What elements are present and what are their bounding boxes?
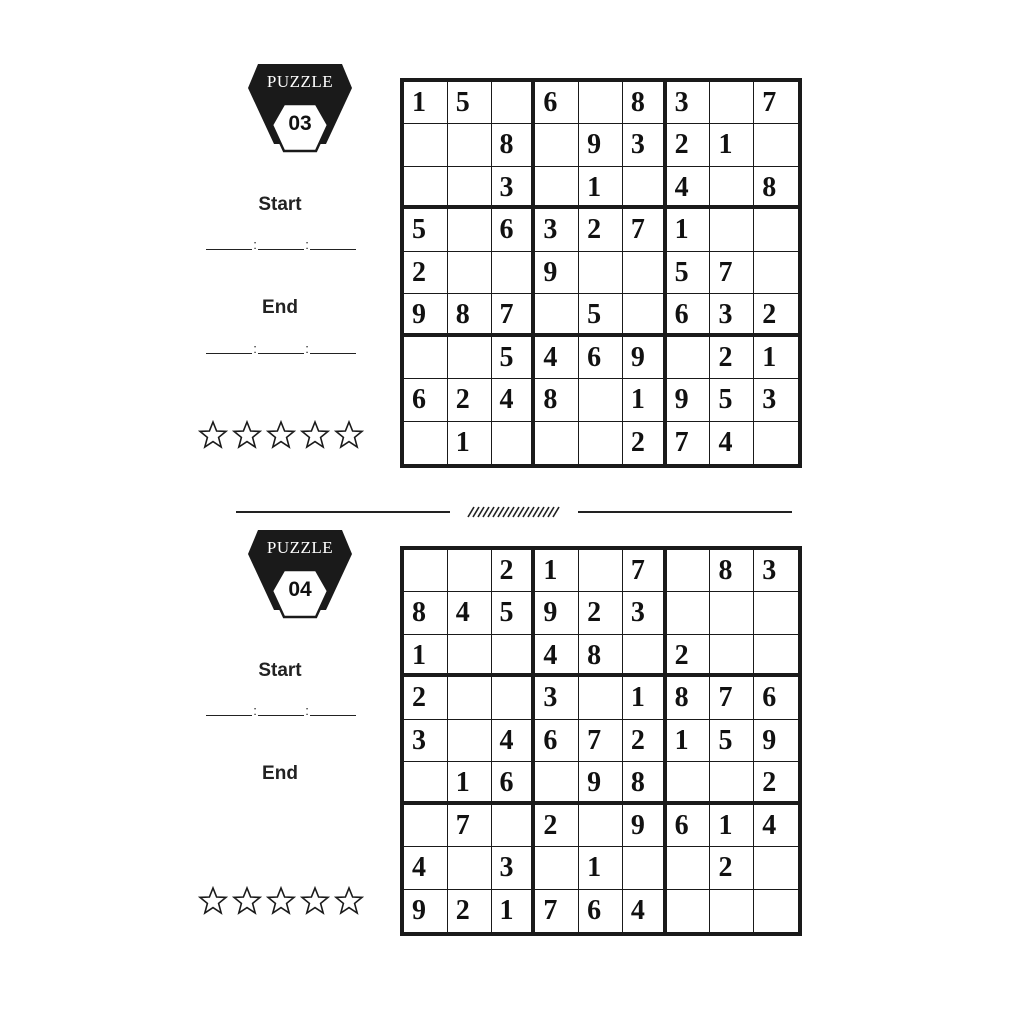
sudoku-cell[interactable]: 4	[710, 422, 754, 464]
star-outline-icon[interactable]	[232, 886, 262, 916]
sudoku-cell[interactable]	[754, 209, 798, 251]
sudoku-cell[interactable]	[754, 124, 798, 166]
sudoku-cell[interactable]: 6	[492, 762, 536, 804]
hatched-divider-icon	[466, 505, 562, 519]
sudoku-cell[interactable]: 8	[667, 677, 711, 719]
sudoku-cell[interactable]: 5	[448, 82, 492, 124]
sudoku-cell[interactable]: 2	[448, 890, 492, 932]
sudoku-cell[interactable]: 7	[492, 294, 536, 336]
sudoku-cell[interactable]: 6	[667, 294, 711, 336]
sudoku-cell[interactable]	[667, 847, 711, 889]
sudoku-cell[interactable]	[754, 592, 798, 634]
sudoku-cell[interactable]	[579, 82, 623, 124]
sudoku-cell[interactable]	[448, 550, 492, 592]
time-colon: :	[253, 703, 257, 718]
sudoku-cell[interactable]: 8	[492, 124, 536, 166]
sudoku-cell[interactable]: 8	[754, 167, 798, 209]
sudoku-cell[interactable]: 1	[535, 550, 579, 592]
sudoku-cell[interactable]	[404, 805, 448, 847]
sudoku-cell[interactable]: 9	[535, 252, 579, 294]
sudoku-cell[interactable]: 3	[754, 550, 798, 592]
puzzle-number: 04	[288, 578, 312, 601]
sudoku-cell[interactable]: 8	[710, 550, 754, 592]
sudoku-cell[interactable]: 9	[579, 124, 623, 166]
sudoku-cell[interactable]	[535, 847, 579, 889]
sudoku-cell[interactable]: 9	[404, 890, 448, 932]
end-time-field[interactable]	[206, 334, 356, 354]
sudoku-cell[interactable]: 3	[623, 592, 667, 634]
sudoku-cell[interactable]: 4	[492, 379, 536, 421]
sudoku-cell[interactable]: 4	[535, 635, 579, 677]
sudoku-cell[interactable]: 3	[535, 209, 579, 251]
sudoku-cell[interactable]: 3	[667, 82, 711, 124]
time-hours-blank[interactable]	[206, 353, 252, 354]
sudoku-cell[interactable]: 3	[710, 294, 754, 336]
sudoku-cell[interactable]	[710, 167, 754, 209]
sudoku-cell[interactable]: 2	[404, 677, 448, 719]
time-colon: :	[253, 341, 257, 356]
time-colon: :	[305, 341, 309, 356]
sudoku-cell[interactable]: 1	[404, 635, 448, 677]
sudoku-cell[interactable]: 6	[579, 337, 623, 379]
badge-label: PUZZLE	[266, 538, 334, 557]
sudoku-cell[interactable]: 8	[623, 82, 667, 124]
end-label: End	[262, 297, 298, 318]
sudoku-cell[interactable]: 7	[448, 805, 492, 847]
sudoku-cell[interactable]: 2	[623, 422, 667, 464]
sudoku-cell[interactable]	[579, 252, 623, 294]
sudoku-cell[interactable]: 1	[623, 677, 667, 719]
sudoku-cell[interactable]	[492, 252, 536, 294]
sudoku-cell[interactable]: 7	[710, 677, 754, 719]
difficulty-rating	[198, 420, 366, 450]
sudoku-cell[interactable]: 5	[492, 337, 536, 379]
puzzle-badge	[246, 528, 354, 622]
star-outline-icon[interactable]	[232, 420, 262, 450]
time-colon: :	[305, 703, 309, 718]
sudoku-cell[interactable]: 1	[492, 890, 536, 932]
sudoku-cell[interactable]	[623, 294, 667, 336]
sudoku-cell[interactable]	[448, 209, 492, 251]
sudoku-cell[interactable]: 8	[579, 635, 623, 677]
difficulty-rating	[198, 886, 366, 916]
sudoku-cell[interactable]: 8	[535, 379, 579, 421]
star-outline-icon[interactable]	[300, 420, 330, 450]
sudoku-cell[interactable]	[404, 124, 448, 166]
time-seconds-blank[interactable]	[310, 353, 356, 354]
sudoku-cell[interactable]: 2	[404, 252, 448, 294]
star-outline-icon[interactable]	[300, 886, 330, 916]
sudoku-cell[interactable]: 3	[535, 677, 579, 719]
puzzle-badge	[246, 62, 354, 156]
sudoku-cell[interactable]: 9	[754, 720, 798, 762]
sudoku-cell[interactable]	[404, 550, 448, 592]
time-hours-blank[interactable]	[206, 249, 252, 250]
sudoku-cell[interactable]: 4	[754, 805, 798, 847]
sudoku-cell[interactable]	[623, 847, 667, 889]
sudoku-cell[interactable]: 2	[623, 720, 667, 762]
sudoku-cell[interactable]: 1	[623, 379, 667, 421]
badge-label: PUZZLE	[266, 72, 334, 91]
sudoku-cell[interactable]	[492, 635, 536, 677]
sudoku-cell[interactable]: 1	[667, 209, 711, 251]
sudoku-cell[interactable]	[404, 337, 448, 379]
sudoku-cell[interactable]: 5	[492, 592, 536, 634]
sudoku-cell[interactable]	[623, 167, 667, 209]
sudoku-cell[interactable]: 8	[623, 762, 667, 804]
sudoku-cell[interactable]: 9	[535, 592, 579, 634]
sudoku-cell[interactable]	[754, 847, 798, 889]
puzzle-section-03	[0, 62, 1024, 462]
sudoku-cell[interactable]: 7	[667, 422, 711, 464]
sudoku-cell[interactable]: 6	[579, 890, 623, 932]
sudoku-cell[interactable]	[448, 677, 492, 719]
time-hours-blank[interactable]	[206, 715, 252, 716]
sudoku-cell[interactable]: 5	[579, 294, 623, 336]
star-outline-icon[interactable]	[198, 420, 228, 450]
sudoku-cell[interactable]: 5	[710, 720, 754, 762]
section-divider	[236, 505, 792, 519]
sudoku-cell[interactable]	[492, 677, 536, 719]
sudoku-cell[interactable]	[710, 635, 754, 677]
end-label: End	[262, 763, 298, 784]
sudoku-cell[interactable]	[404, 167, 448, 209]
sudoku-cell[interactable]: 2	[492, 550, 536, 592]
sudoku-cell[interactable]: 2	[667, 124, 711, 166]
sudoku-cell[interactable]: 4	[448, 592, 492, 634]
sudoku-cell[interactable]: 2	[667, 635, 711, 677]
puzzle-section-04	[0, 528, 1024, 928]
sudoku-cell[interactable]: 8	[404, 592, 448, 634]
sudoku-cell[interactable]: 6	[535, 720, 579, 762]
sudoku-cell[interactable]: 2	[535, 805, 579, 847]
start-label: Start	[258, 194, 302, 215]
sudoku-cell[interactable]: 4	[404, 847, 448, 889]
sudoku-cell[interactable]	[710, 592, 754, 634]
sudoku-cell[interactable]: 7	[623, 550, 667, 592]
sudoku-cell[interactable]	[448, 252, 492, 294]
sudoku-cell[interactable]: 1	[710, 805, 754, 847]
sudoku-cell[interactable]	[492, 422, 536, 464]
sudoku-cell[interactable]	[404, 762, 448, 804]
sudoku-cell[interactable]	[404, 422, 448, 464]
sudoku-cell[interactable]	[667, 550, 711, 592]
sudoku-cell[interactable]: 9	[623, 805, 667, 847]
sudoku-cell[interactable]: 1	[448, 762, 492, 804]
sudoku-cell[interactable]	[492, 805, 536, 847]
sudoku-cell[interactable]: 3	[404, 720, 448, 762]
star-outline-icon[interactable]	[266, 420, 296, 450]
sudoku-cell[interactable]: 1	[579, 847, 623, 889]
sudoku-cell[interactable]: 2	[710, 847, 754, 889]
sudoku-cell[interactable]	[535, 124, 579, 166]
sudoku-cell[interactable]: 3	[492, 847, 536, 889]
sudoku-cell[interactable]	[579, 805, 623, 847]
divider-rule-right	[578, 511, 792, 513]
sudoku-cell[interactable]: 1	[579, 167, 623, 209]
sudoku-cell[interactable]: 7	[710, 252, 754, 294]
sudoku-cell[interactable]: 3	[754, 379, 798, 421]
sudoku-cell[interactable]: 2	[754, 762, 798, 804]
sudoku-cell[interactable]: 9	[579, 762, 623, 804]
star-outline-icon[interactable]	[334, 886, 364, 916]
start-label: Start	[258, 660, 302, 681]
sudoku-cell[interactable]: 4	[492, 720, 536, 762]
sudoku-cell[interactable]	[492, 82, 536, 124]
sudoku-grid	[400, 546, 802, 936]
sudoku-cell[interactable]	[448, 847, 492, 889]
sudoku-cell[interactable]: 3	[492, 167, 536, 209]
sudoku-cell[interactable]	[448, 635, 492, 677]
sudoku-cell[interactable]: 6	[754, 677, 798, 719]
sudoku-cell[interactable]: 9	[667, 379, 711, 421]
sudoku-cell[interactable]	[535, 422, 579, 464]
sudoku-cell[interactable]: 2	[579, 592, 623, 634]
sudoku-cell[interactable]	[535, 762, 579, 804]
sudoku-cell[interactable]	[710, 209, 754, 251]
sudoku-cell[interactable]	[579, 422, 623, 464]
time-colon: :	[253, 237, 257, 252]
sudoku-cell[interactable]	[754, 635, 798, 677]
sudoku-cell[interactable]: 5	[667, 252, 711, 294]
sudoku-cell[interactable]: 7	[623, 209, 667, 251]
time-colon: :	[305, 237, 309, 252]
sudoku-cell[interactable]: 2	[579, 209, 623, 251]
sudoku-cell[interactable]	[623, 252, 667, 294]
sudoku-cell[interactable]	[754, 890, 798, 932]
sudoku-cell[interactable]: 2	[754, 294, 798, 336]
sudoku-cell[interactable]: 4	[667, 167, 711, 209]
sudoku-cell[interactable]: 7	[754, 82, 798, 124]
sudoku-cell[interactable]	[710, 890, 754, 932]
star-outline-icon[interactable]	[334, 420, 364, 450]
time-seconds-blank[interactable]	[310, 715, 356, 716]
sudoku-cell[interactable]: 2	[448, 379, 492, 421]
star-outline-icon[interactable]	[198, 886, 228, 916]
sudoku-cell[interactable]	[579, 379, 623, 421]
start-time-field[interactable]	[206, 696, 356, 716]
sudoku-cell[interactable]: 1	[667, 720, 711, 762]
sudoku-cell[interactable]	[754, 422, 798, 464]
sudoku-cell[interactable]: 3	[623, 124, 667, 166]
sudoku-cell[interactable]	[667, 592, 711, 634]
sudoku-cell[interactable]: 8	[448, 294, 492, 336]
time-minutes-blank[interactable]	[258, 715, 304, 716]
sudoku-cell[interactable]: 1	[404, 82, 448, 124]
sudoku-cell[interactable]	[448, 167, 492, 209]
sudoku-cell[interactable]	[710, 82, 754, 124]
time-minutes-blank[interactable]	[258, 353, 304, 354]
sudoku-cell[interactable]	[623, 635, 667, 677]
sudoku-cell[interactable]: 6	[535, 82, 579, 124]
sudoku-cell[interactable]: 4	[623, 890, 667, 932]
star-outline-icon[interactable]	[266, 886, 296, 916]
sudoku-cell[interactable]	[579, 677, 623, 719]
sudoku-cell[interactable]: 9	[404, 294, 448, 336]
sudoku-cell[interactable]	[754, 252, 798, 294]
sudoku-cell[interactable]: 1	[710, 124, 754, 166]
sudoku-cell[interactable]	[667, 337, 711, 379]
sudoku-cell[interactable]: 7	[579, 720, 623, 762]
sudoku-cell[interactable]: 1	[754, 337, 798, 379]
sudoku-cell[interactable]	[579, 550, 623, 592]
time-minutes-blank[interactable]	[258, 249, 304, 250]
sudoku-cell[interactable]: 7	[535, 890, 579, 932]
sudoku-cell[interactable]: 9	[623, 337, 667, 379]
sudoku-cell[interactable]	[667, 762, 711, 804]
sudoku-cell[interactable]	[448, 337, 492, 379]
sudoku-cell[interactable]: 6	[404, 379, 448, 421]
sudoku-cell[interactable]	[448, 124, 492, 166]
sudoku-cell[interactable]: 2	[710, 337, 754, 379]
sudoku-cell[interactable]	[667, 890, 711, 932]
divider-rule-left	[236, 511, 450, 513]
sudoku-cell[interactable]	[710, 762, 754, 804]
sudoku-cell[interactable]: 5	[710, 379, 754, 421]
sudoku-cell[interactable]	[535, 294, 579, 336]
sudoku-cell[interactable]	[535, 167, 579, 209]
sudoku-cell[interactable]: 4	[535, 337, 579, 379]
sudoku-cell[interactable]: 6	[667, 805, 711, 847]
sudoku-cell[interactable]: 6	[492, 209, 536, 251]
start-time-field[interactable]	[206, 230, 356, 250]
sudoku-cell[interactable]: 5	[404, 209, 448, 251]
sudoku-cell[interactable]	[448, 720, 492, 762]
sudoku-cell[interactable]: 1	[448, 422, 492, 464]
puzzle-number: 03	[288, 112, 312, 135]
sudoku-grid	[400, 78, 802, 468]
time-seconds-blank[interactable]	[310, 249, 356, 250]
